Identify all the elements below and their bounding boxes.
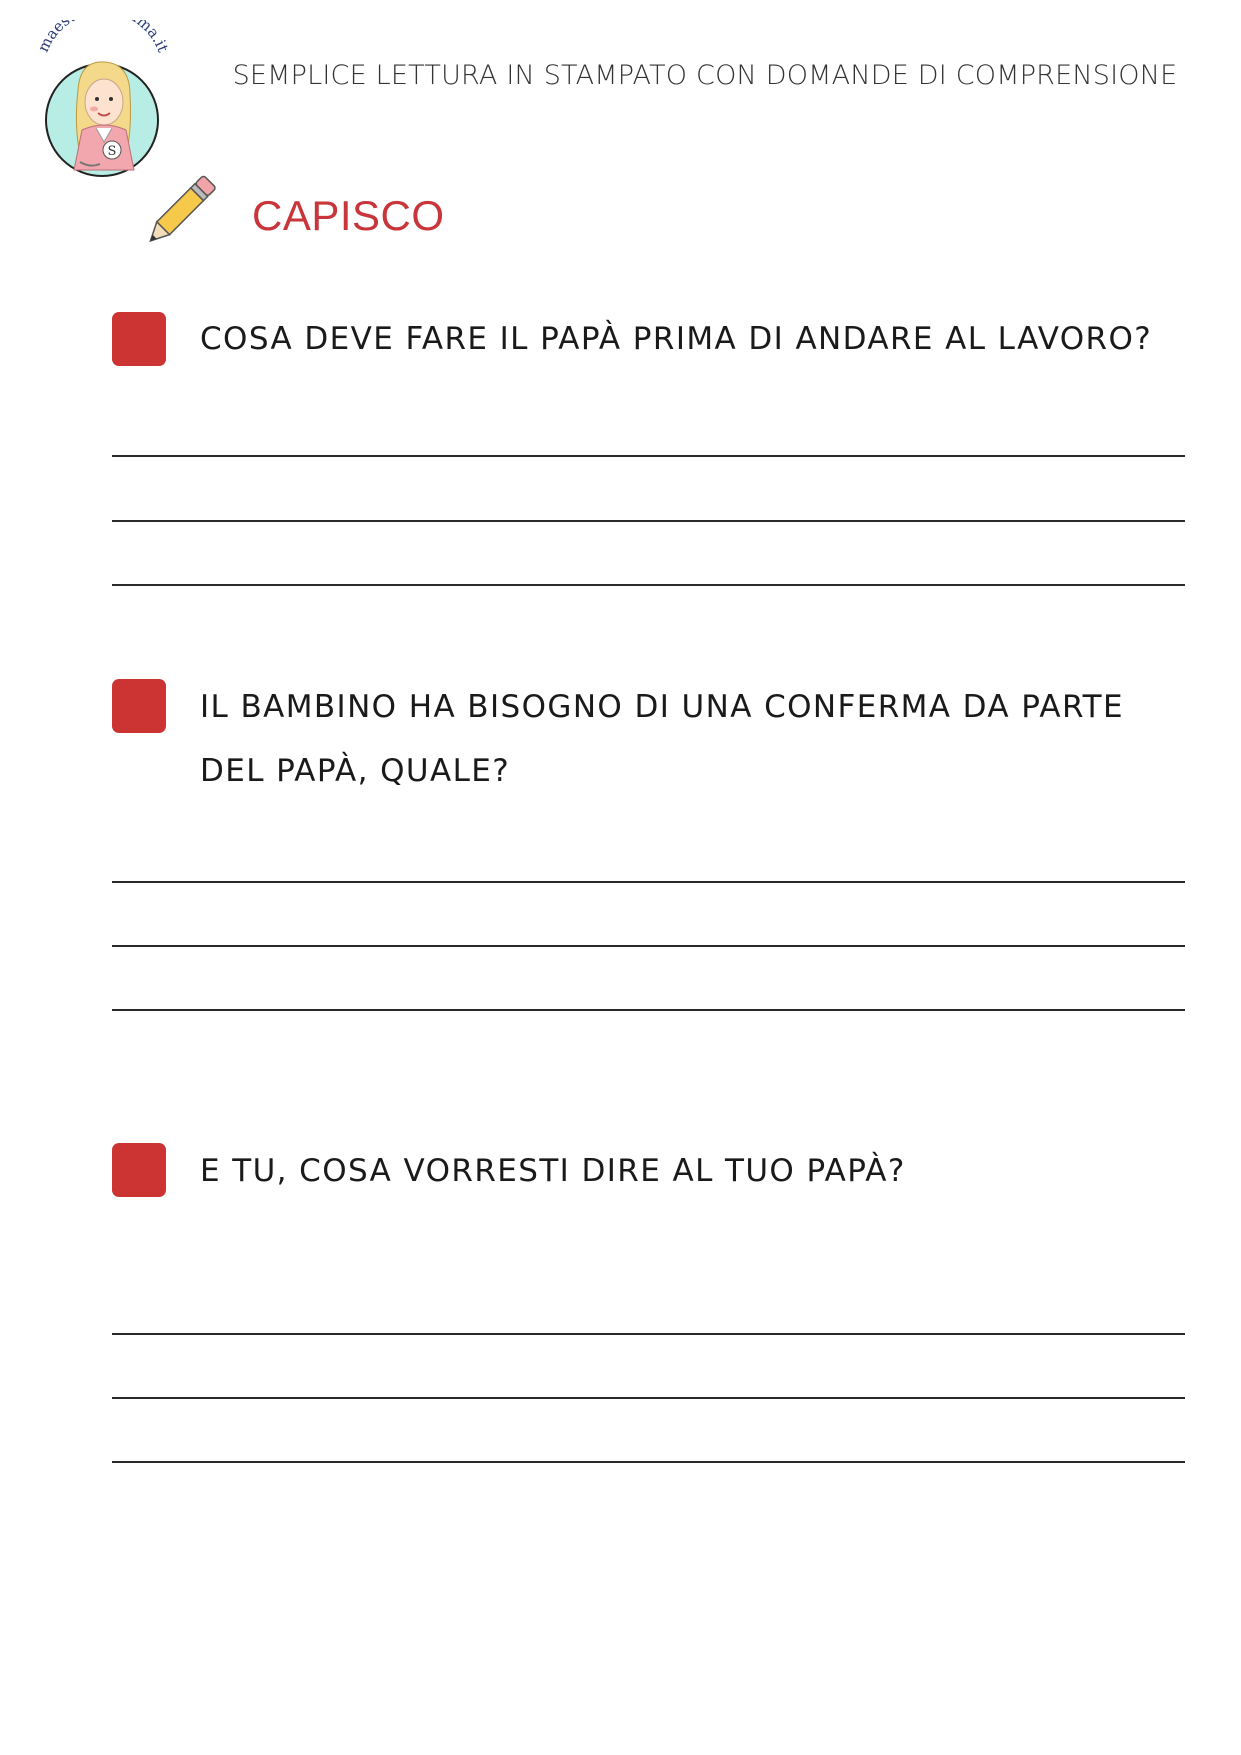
question-2-text: IL BAMBINO HA BISOGNO DI UNA CONFERMA DA PARTE DEL PAPÀ, QUALE?	[200, 689, 1124, 789]
question-bullet	[112, 679, 166, 733]
answer-line[interactable]	[112, 1009, 1185, 1011]
question-bullet	[112, 312, 166, 366]
section-title: CAPISCO	[252, 192, 445, 239]
maestraemamma-logo	[30, 20, 175, 180]
answer-line[interactable]	[112, 520, 1185, 522]
question-3-text: E TU, COSA VORRESTI DIRE AL TUO PAPÀ?	[200, 1153, 906, 1189]
answer-line[interactable]	[112, 945, 1185, 947]
answer-line[interactable]	[112, 1397, 1185, 1399]
answer-line[interactable]	[112, 455, 1185, 457]
answer-line[interactable]	[112, 1333, 1185, 1335]
logo-text: maes ma.it	[33, 20, 173, 55]
question-1-text: COSA DEVE FARE IL PAPÀ PRIMA DI ANDARE AL LAVORO?	[200, 321, 1153, 357]
answer-line[interactable]	[112, 584, 1185, 586]
pencil-icon	[136, 170, 221, 255]
question-bullet	[112, 1143, 166, 1197]
logo-badge: S	[107, 144, 117, 159]
svg-text:maestraemamma.it	[34, 20, 172, 55]
page-header-title: SEMPLICE LETTURA IN STAMPATO CON DOMANDE DI COMPRENSIONE	[232, 60, 1178, 91]
answer-line[interactable]	[112, 1461, 1185, 1463]
answer-line[interactable]	[112, 881, 1185, 883]
